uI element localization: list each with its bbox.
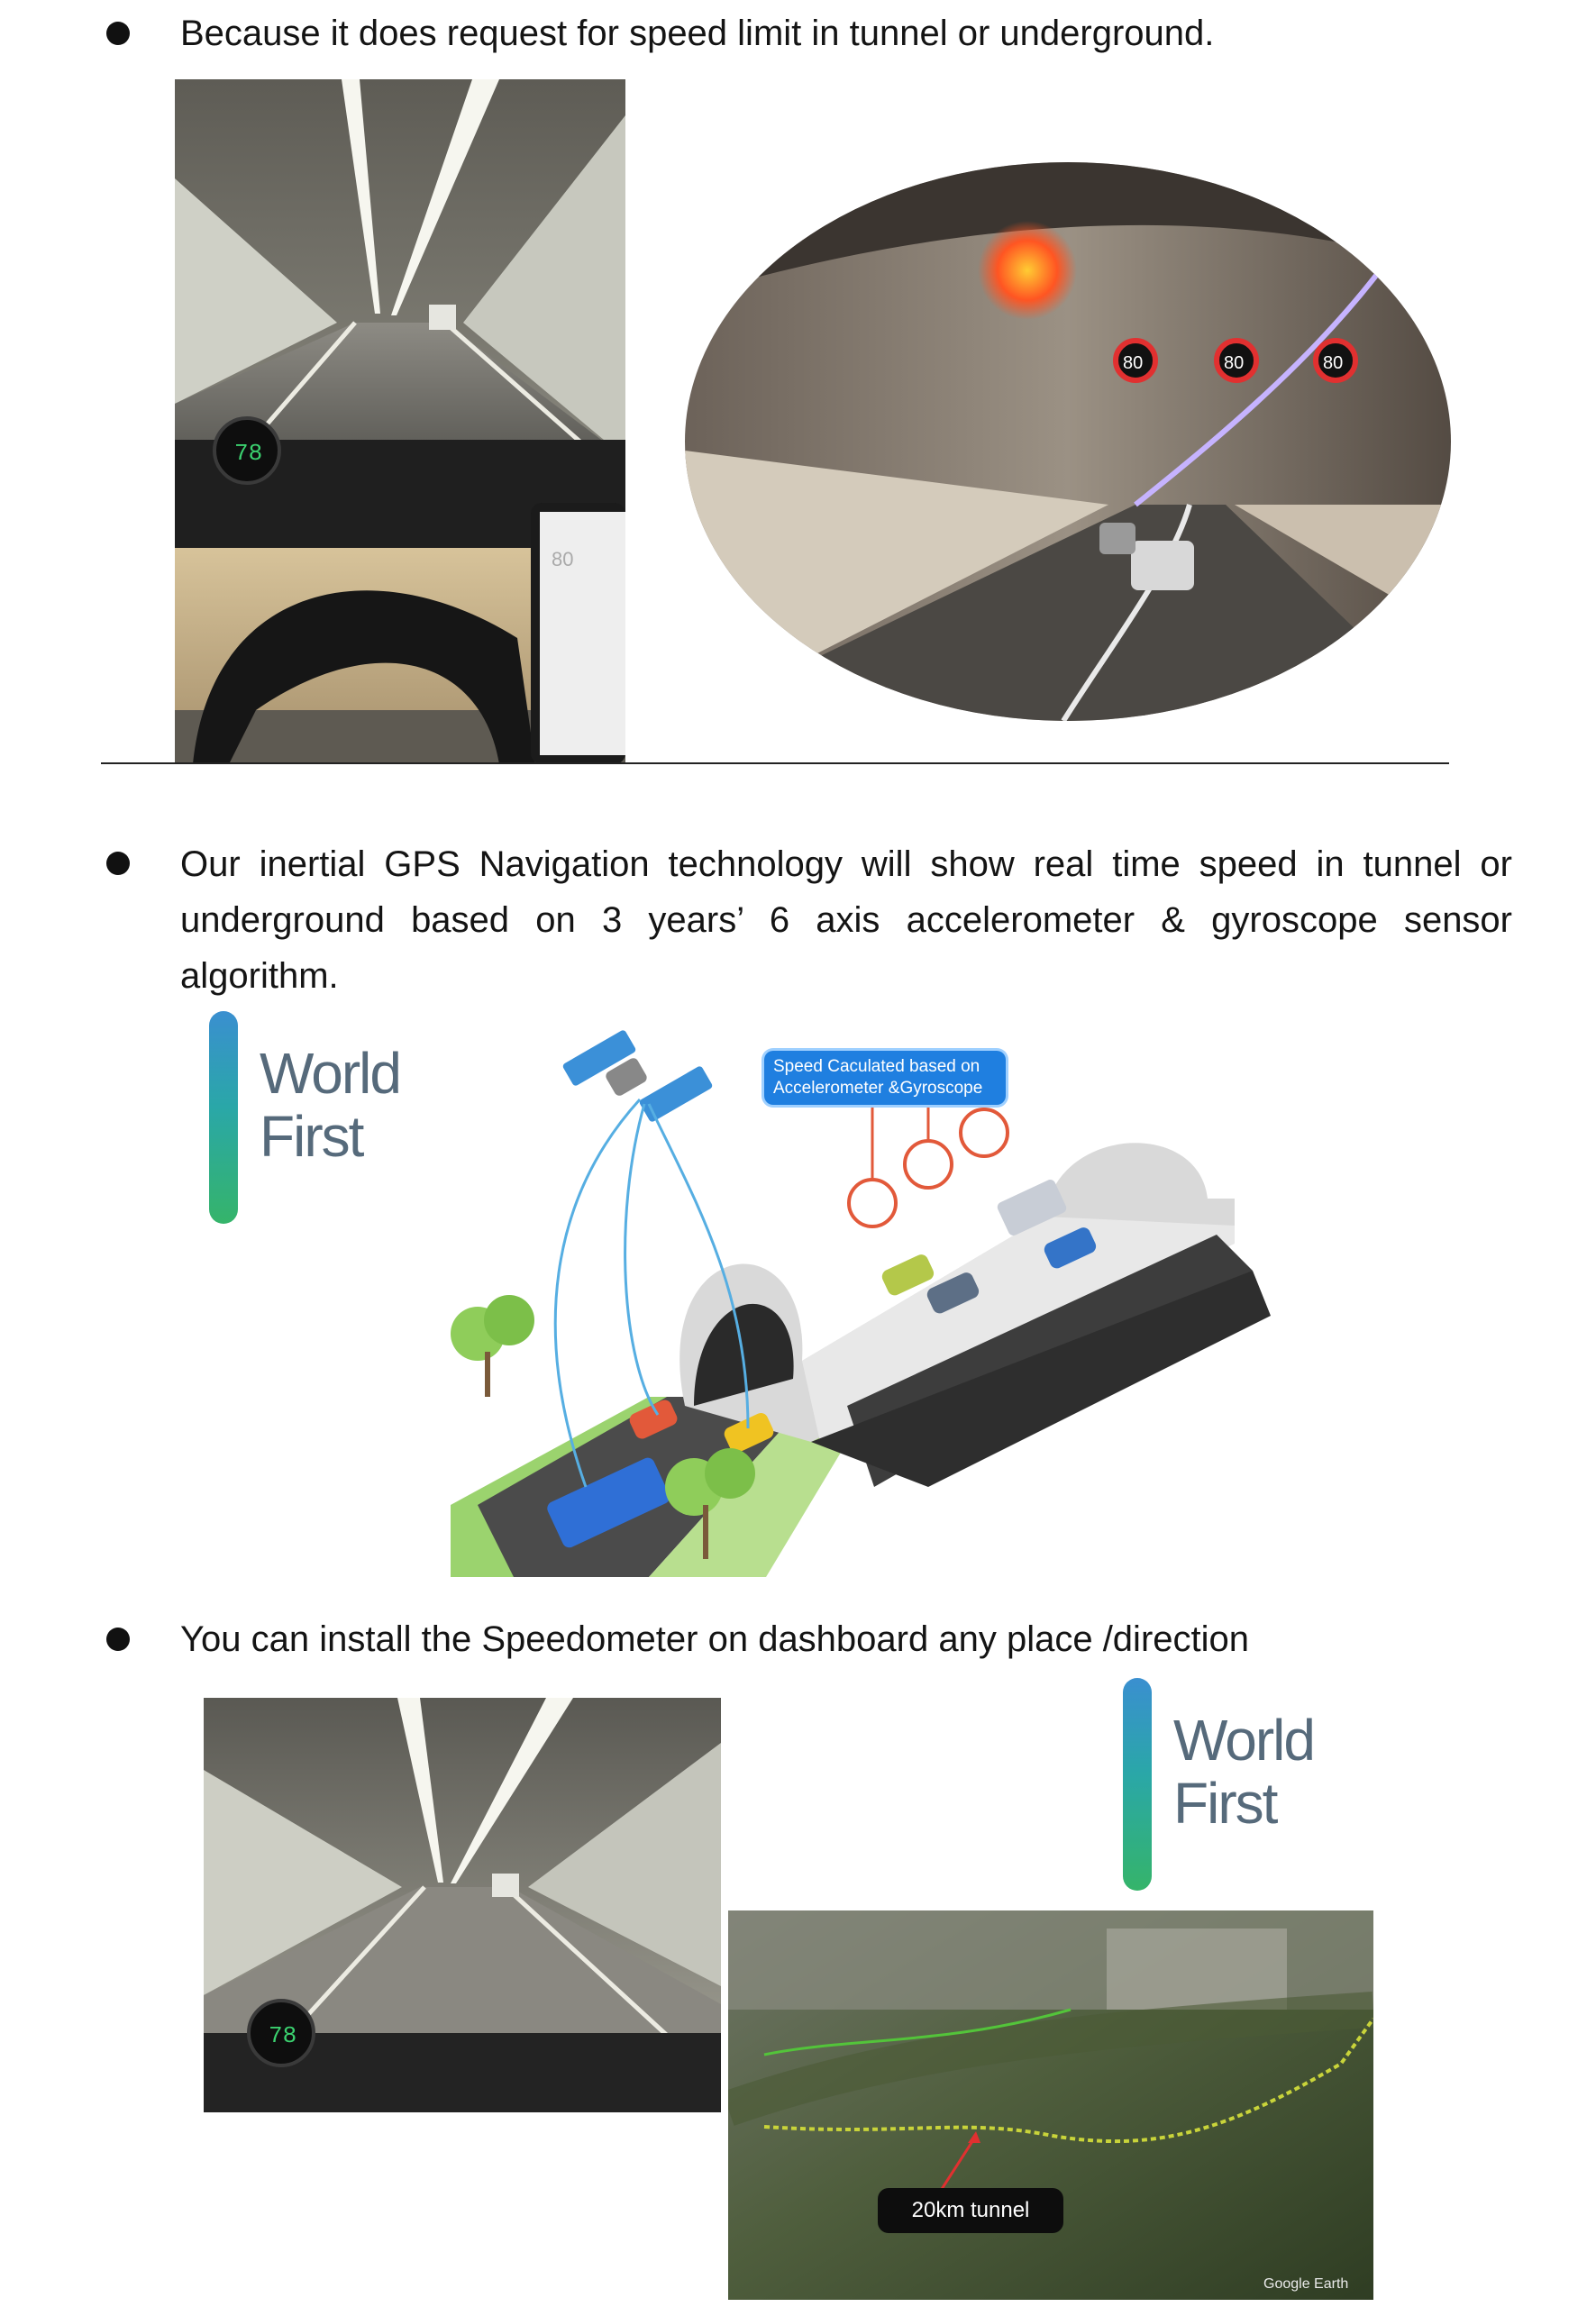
bullet-dot	[106, 852, 130, 875]
logo-bar	[1123, 1678, 1152, 1891]
google-earth-map	[728, 1910, 1373, 2300]
dashboard-tunnel-photo	[175, 79, 625, 764]
bullet-dot	[106, 22, 130, 45]
gauge-speed-text-2: 78	[269, 2022, 297, 2049]
tunnel-label: 20km tunnel	[878, 2188, 1063, 2233]
dashboard-tunnel-photo-2	[204, 1698, 721, 2112]
logo-line-first: First	[260, 1104, 363, 1169]
logo-line-first: First	[1173, 1771, 1277, 1836]
map-watermark: Google Earth	[1263, 2276, 1349, 2292]
bullet-text-3: You can install the Speedometer on dashboard any place /direction	[180, 1619, 1249, 1659]
bullet-text-1: Because it does request for speed limit in tunnel or underground.	[180, 14, 1215, 53]
section-divider	[101, 762, 1449, 764]
world-first-logo	[209, 1011, 425, 1227]
bullet-dot	[106, 1628, 130, 1651]
gauge-speed-text: 78	[234, 440, 263, 467]
speed-sign-1	[1116, 341, 1155, 380]
logo-bar	[209, 1011, 238, 1224]
logo-line-world: World	[1173, 1708, 1314, 1773]
svg-text:80: 80	[1224, 353, 1245, 373]
speed-sign-2	[1217, 341, 1256, 380]
speed-sign-3	[1316, 341, 1355, 380]
tunnel-gps-diagram	[424, 1018, 1271, 1577]
tunnel-speed-sign-photo	[685, 162, 1451, 721]
svg-text:80: 80	[1323, 353, 1344, 373]
svg-text:80: 80	[1123, 353, 1144, 373]
logo-line-world: World	[260, 1041, 400, 1106]
bullet-text-2: Our inertial GPS Navigation technology will show real time speed in tunnel or underground based on 3 years’ 6 axis accelerometer & gyroscope sensor algorithm.	[180, 844, 1512, 996]
world-first-logo-2	[1123, 1678, 1339, 1894]
screen-speed-text: 80	[552, 548, 574, 570]
diagram-callout: Speed Caculated based on Accelerometer &Gyroscope	[764, 1051, 1006, 1105]
